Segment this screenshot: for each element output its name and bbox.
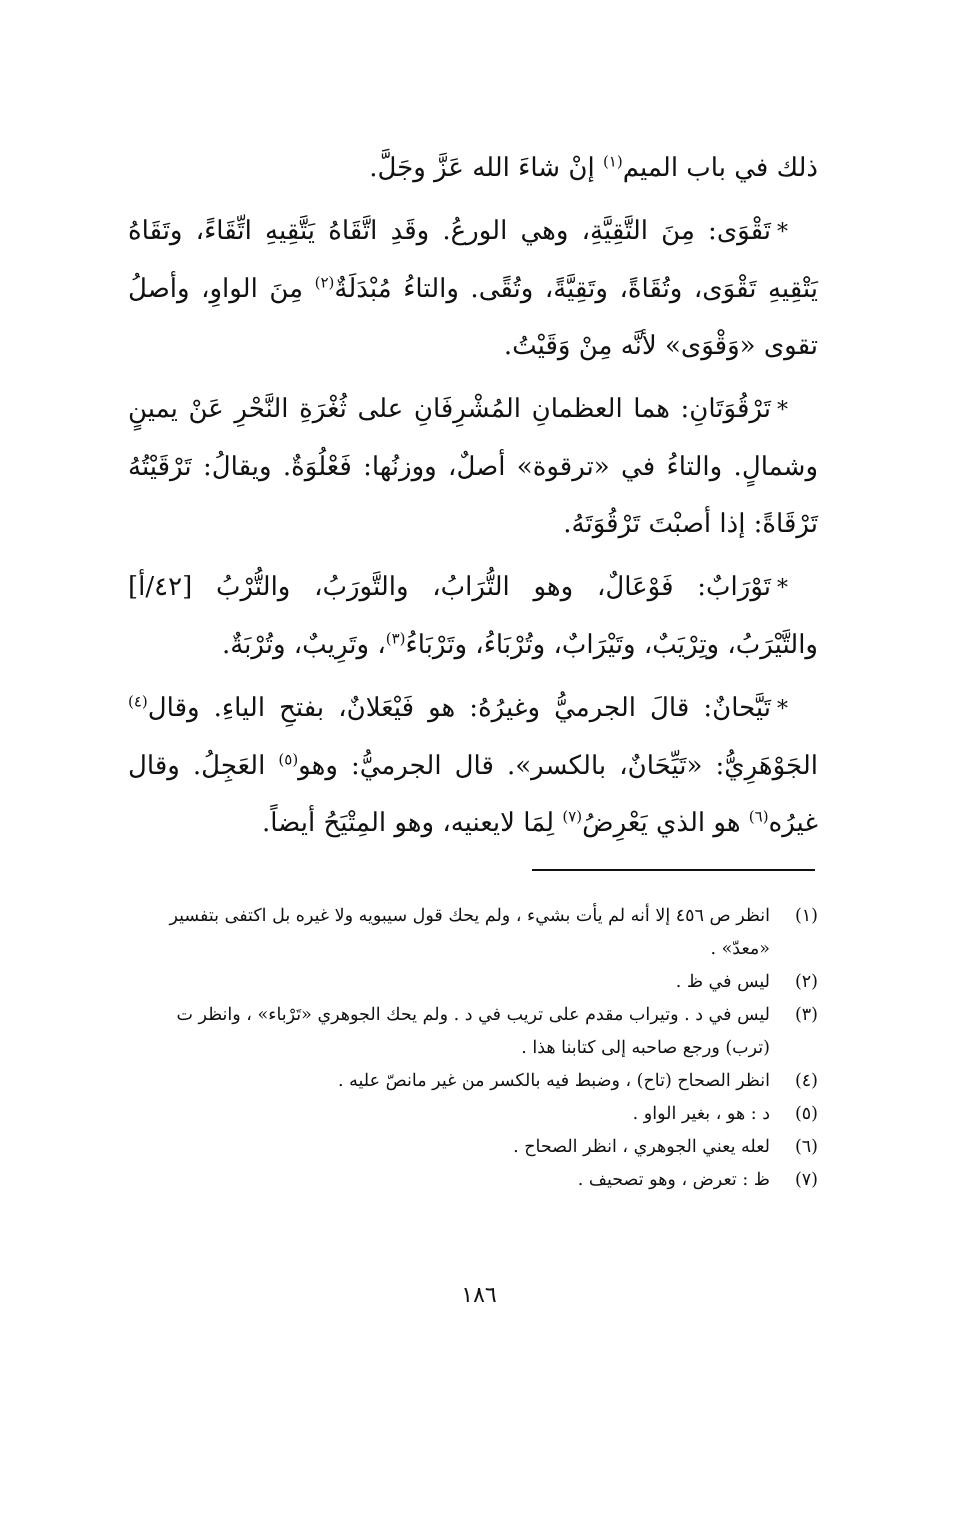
text-run: إنْ شاءَ الله عَزَّ وجَلَّ.	[369, 153, 603, 183]
footnote-ref: (٥)	[278, 750, 299, 769]
text-run: تَوْرَابٌ: فَوْعَالٌ، وهو التُّرَابُ، والتَّورَبُ، والتُّرْبُ [٤٢/أ] والتَّيْرَبُ، وتِرْيَبٌ، وتَيْرَابٌ، وتُرْبَاءُ، وتَرْبَاءُ	[128, 572, 818, 660]
footnote	[130, 966, 818, 999]
text-run: هو الذي يَعْرِضُ	[582, 808, 749, 838]
footnote-text: ليس في ظ .	[675, 972, 770, 992]
footnote-number: (٣)	[794, 1005, 818, 1025]
footnote-ref: (٣)	[385, 629, 406, 648]
entry-paragraph	[128, 203, 818, 375]
text-run: لِمَا لايعنيه، وهو المِتْيَحُ أيضاً.	[262, 808, 563, 838]
footnote-ref: (٧)	[562, 807, 583, 826]
paragraph	[128, 140, 818, 197]
text-run: الجَوْهَرِيُّ: «تَيِّحَانٌ، بالكسر». قال الجرميُّ: وهو	[298, 751, 818, 781]
footnotes	[130, 900, 818, 1197]
main-text	[128, 140, 818, 858]
footnote-text: د : هو ، بغير الواو .	[632, 1104, 770, 1124]
text-run: تَقْوَى: مِنَ التَّقِيَّةِ، وهي الورعُ. وقَدِ اتَّقَاهُ يَتَّقِيهِ اتِّقَاءً، وتَقَاهُ يَتْقِيهِ تَقْوَى، وتُقَاةً، وتَقِيَّةً، وتُقًى. والتاءُ مُبْدَلَةٌ	[128, 216, 819, 304]
footnote-text: لعله يعني الجوهري ، انظر الصحاح .	[513, 1137, 770, 1157]
footnote-number: (٤)	[794, 1071, 818, 1091]
footnote-ref: (٦)	[748, 807, 769, 826]
entry-paragraph	[128, 680, 818, 852]
footnote	[130, 1065, 818, 1098]
text-run: ذلك في باب الميم	[622, 153, 818, 183]
footnote	[130, 1131, 818, 1164]
footnote	[130, 999, 818, 1065]
footnote-divider	[532, 869, 815, 871]
footnote	[130, 900, 818, 966]
text-run: مِنَ الواوِ، وأصلُ تقوى «وَقْوَى» لأنَّه مِنْ وَقَيْتُ.	[128, 274, 818, 361]
asterisk-marker: *	[777, 697, 788, 722]
footnote-text: انظر ص ٤٥٦ إلا أنه لم يأت بشيء ، ولم يحك قول سيبويه ولا غيره بل اكتفى بتفسير «معدّ» .	[169, 906, 770, 959]
footnote-number: (٧)	[794, 1170, 818, 1190]
footnote-ref: (١)	[602, 152, 623, 171]
footnote-text: ليس في د . وتيراب مقدم على تريب في د . ولم يحك الجوهري «تَرْباء» ، وانظر ت (ترب) ورجع صاحبه إلى كتابنا هذا .	[176, 1005, 770, 1058]
text-run: ، وتَرِيبٌ، وتُرْبَةٌ.	[221, 630, 386, 660]
page-number: ١٨٦	[461, 1283, 497, 1308]
text-run: تَرْقُوَتَانِ: هما العظمانِ المُشْرِفَانِ على ثُغْرَةِ النَّحْرِ عَنْ يمينٍ وشمالٍ. والتاءُ في «ترقوة» أصلٌ، ووزنُها: فَعْلُوَةٌ. ويقالُ: تَرْقَيْتُهُ تَرْقَاةً: إذا أصبْتَ تَرْقُوَتَهُ.	[128, 394, 818, 539]
footnote-number: (٥)	[794, 1104, 818, 1124]
footnote-number: (١)	[794, 906, 818, 926]
footnote-ref: (٢)	[314, 273, 335, 292]
footnote-number: (٢)	[794, 972, 818, 992]
footnote	[130, 1164, 818, 1197]
text-run: العَجِلُ. وقال غيرُه	[128, 751, 818, 838]
entry-paragraph	[128, 381, 818, 553]
asterisk-marker: *	[777, 398, 788, 423]
asterisk-marker: *	[777, 576, 788, 601]
footnote-number: (٦)	[794, 1137, 818, 1157]
entry-paragraph	[128, 559, 818, 674]
text-run: تَيَّحانٌ: قالَ الجرميُّ وغيرُهُ: هو فَيْعَلانٌ، بفتحِ الياءِ. وقال	[147, 693, 771, 723]
footnote-ref: (٤)	[128, 692, 148, 711]
footnote	[130, 1098, 818, 1131]
footnote-text: ظ : تعرض ، وهو تصحيف .	[577, 1170, 770, 1190]
asterisk-marker: *	[777, 220, 788, 245]
footnote-text: انظر الصحاح (تاح) ، وضبط فيه بالكسر من غير مانصّ عليه .	[338, 1071, 770, 1091]
